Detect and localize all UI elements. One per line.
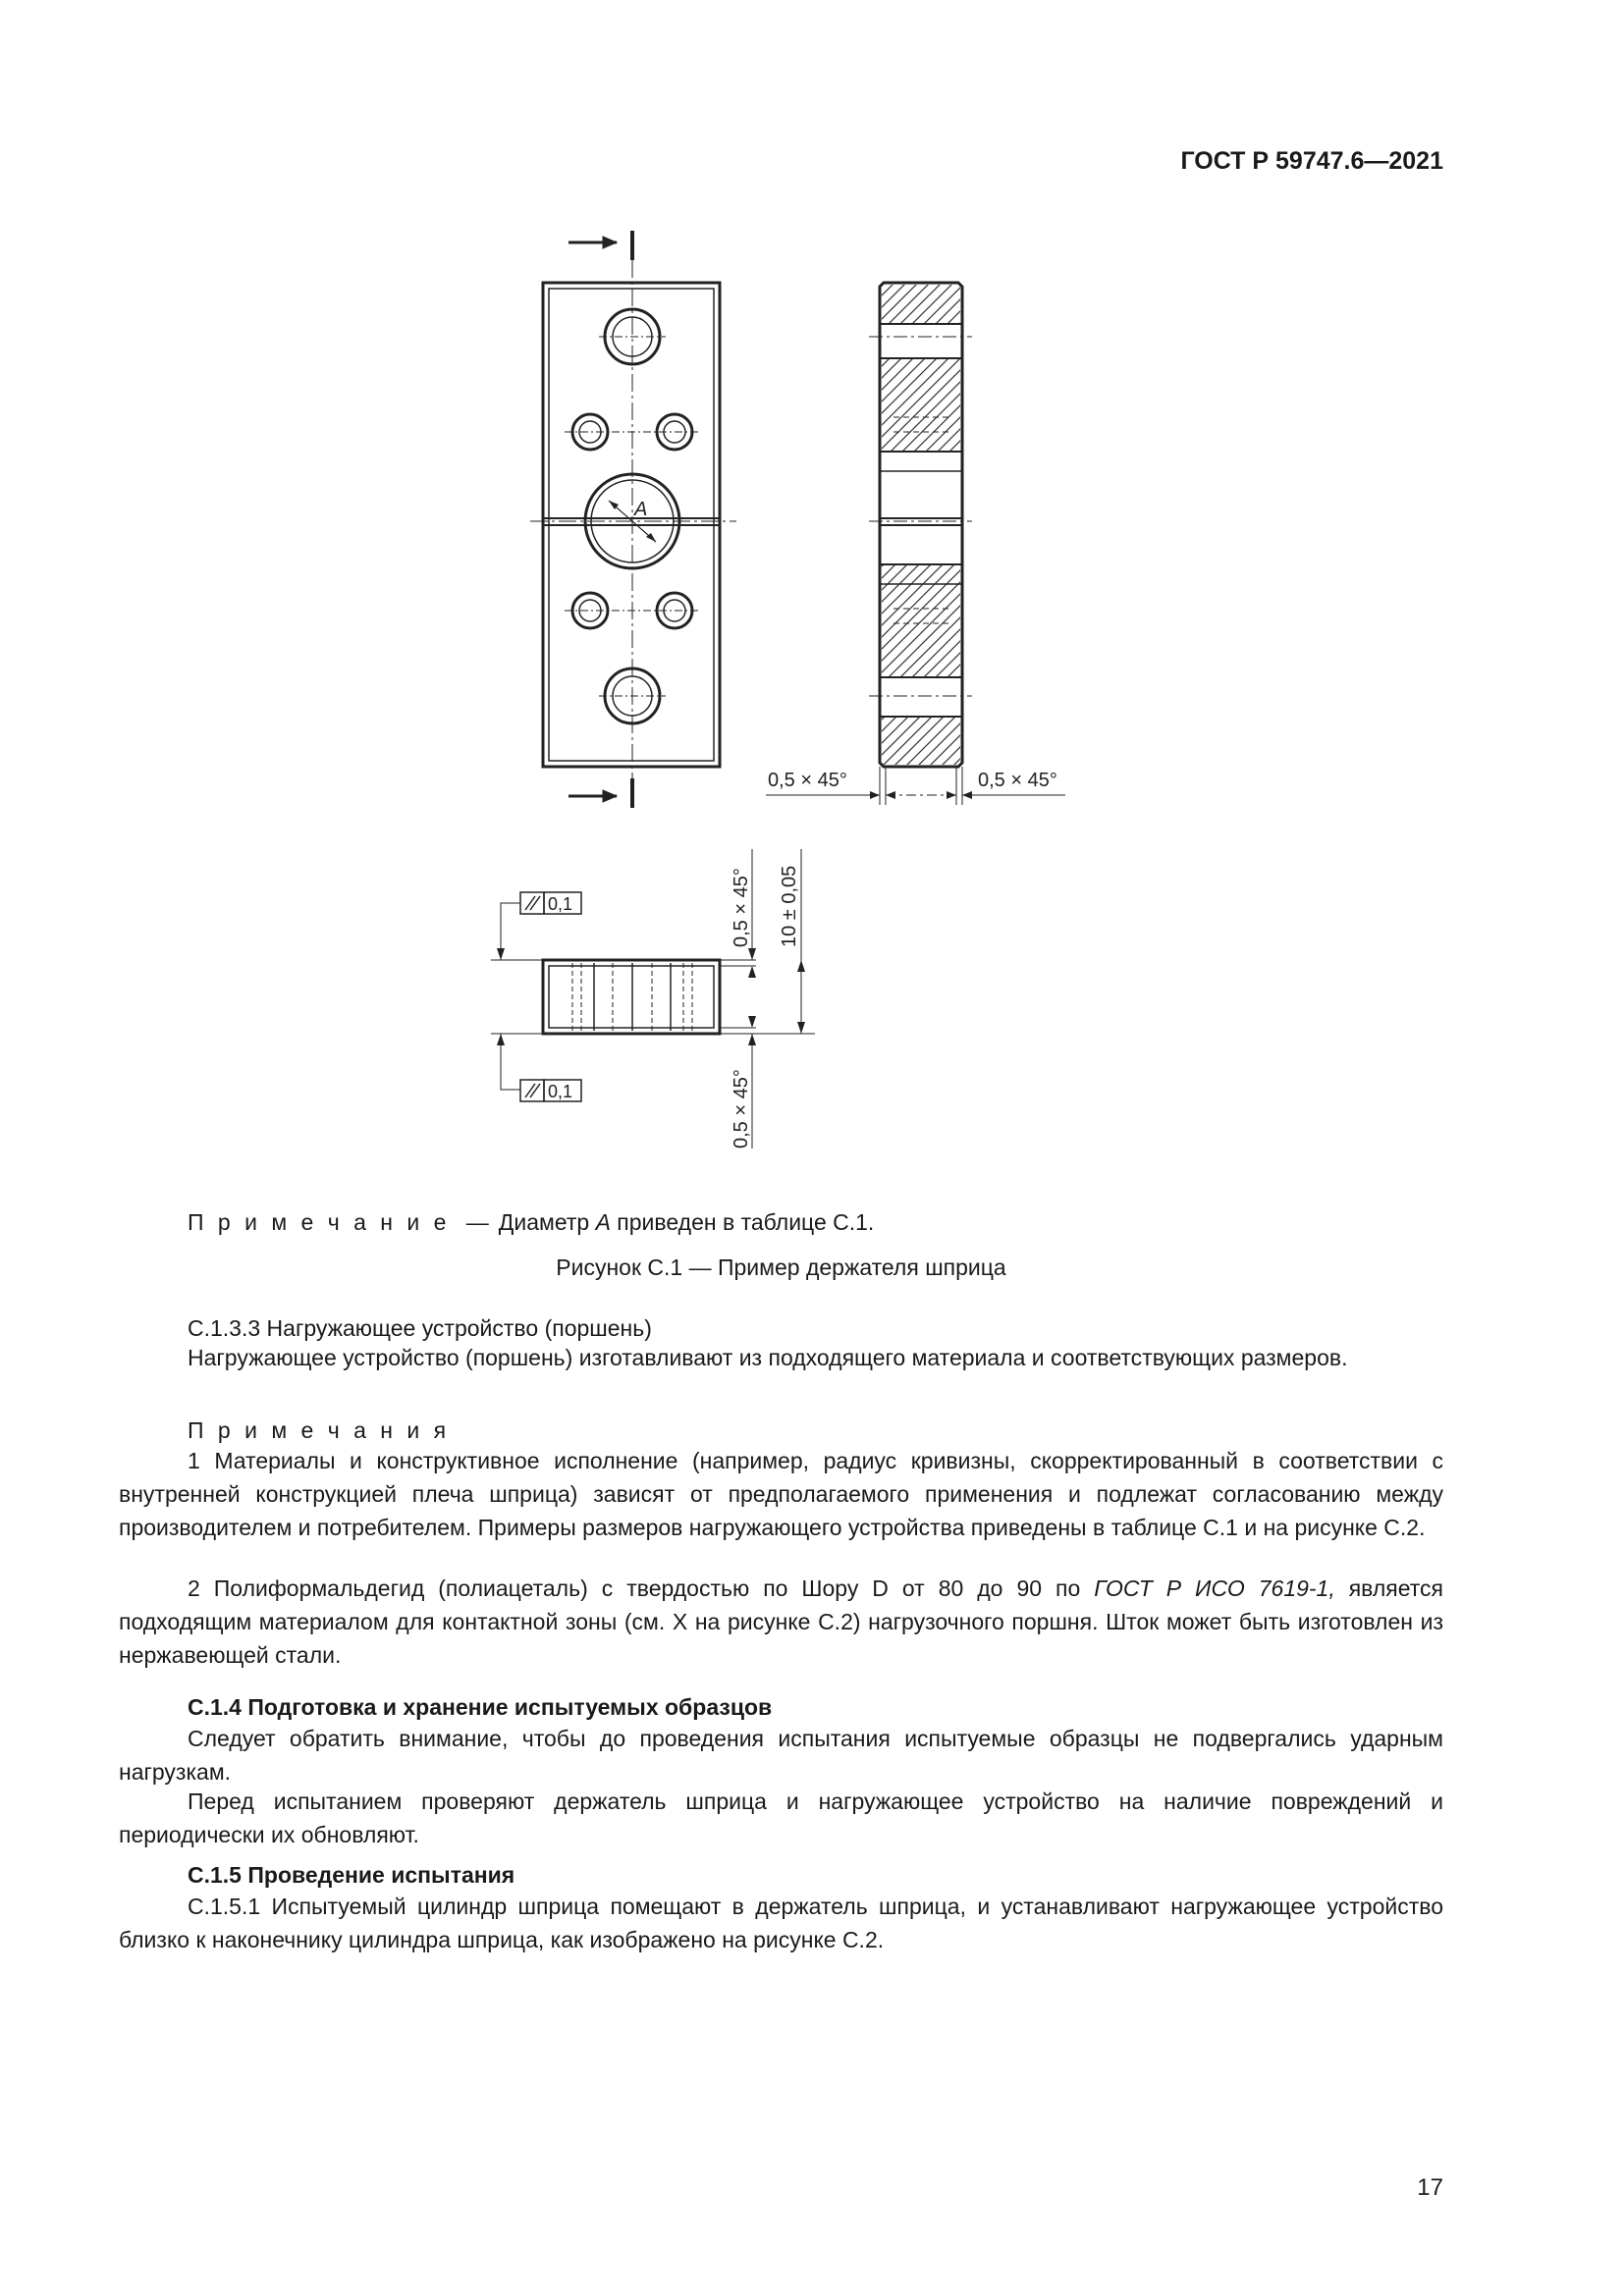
paragraph-loading-device: Нагружающее устройство (поршень) изготавливают из подходящего материала и соответствующих размеров. (188, 1345, 1348, 1370)
tolerance-top-value: 0,1 (548, 894, 573, 914)
section-heading-c15: C.1.5 Проведение испытания (188, 1862, 515, 1888)
page-number: 17 (1417, 2174, 1443, 2201)
figure-note-text-end: приведен в таблице C.1. (610, 1209, 875, 1235)
syringe-holder-drawing (461, 221, 1149, 1163)
technical-drawing (461, 221, 1149, 1163)
document-code: ГОСТ Р 59747.6—2021 (1180, 147, 1443, 175)
figure-note (188, 1205, 874, 1239)
section-view (766, 283, 1065, 805)
chamfer-right-label: 0,5 × 45° (978, 770, 1057, 791)
figure-note-dash: — (465, 1209, 489, 1235)
chamfer-top-label: 0,5 × 45° (731, 868, 752, 947)
paragraph-c14-1: Следует обратить внимание, чтобы до проведения испытания испытуемые образцы не подвергались ударным нагрузкам. (119, 1726, 1443, 1785)
edge-view (491, 849, 815, 1148)
tolerance-arrow-bottom (497, 1034, 505, 1045)
note-2-standard-ref: ГОСТ Р ИСО 7619-1, (1094, 1575, 1335, 1601)
section-heading-c14: C.1.4 Подготовка и хранение испытуемых образцов (188, 1694, 773, 1720)
diameter-label-a: A (634, 499, 648, 520)
note-2-text-end: является подходящим материалом для контактной зоны (см. X на рисунке C.2) нагрузочного поршня. Шток может быть изготовлен из нержавеющей стали. (119, 1575, 1444, 1668)
figure-note-italic: A (595, 1209, 611, 1235)
thickness-dimension-label: 10 ± 0,05 (779, 865, 800, 947)
figure-caption: Рисунок C.1 — Пример держателя шприца (556, 1255, 1006, 1280)
figure-note-label: П р и м е ч а н и е (188, 1209, 451, 1235)
chamfer-left-label: 0,5 × 45° (768, 770, 847, 791)
tolerance-arrow-top (497, 948, 505, 960)
chamfer-bottom-label: 0,5 × 45° (731, 1069, 752, 1148)
note-2-text: 2 Полиформальдегид (полиацеталь) с твердостью по Шору D от 80 до 90 по (188, 1575, 1095, 1601)
notes-label: П р и м е ч а н и я (188, 1417, 451, 1443)
note-1: 1 Материалы и конструктивное исполнение (например, радиус кривизны, скорректированный в соответствии с внутренней конструкцией плеча шприца) зависят от предполагаемого применения и подлежат согласованию между производителем и потребителем. Примеры размеров нагружающего устройства приведены в таблице C.1 и на рисунке C.2. (119, 1448, 1443, 1540)
section-heading-c133: C.1.3.3 Нагружающее устройство (поршень) (188, 1315, 652, 1341)
paragraph-c151: C.1.5.1 Испытуемый цилиндр шприца помещают в держатель шприца, и устанавливают нагружающее устройство близко к наконечнику цилиндра шприца, как изображено на рисунке C.2. (119, 1894, 1443, 1952)
note-2 (119, 1572, 1443, 1672)
front-view (530, 231, 736, 808)
figure-note-text: Диаметр (498, 1209, 596, 1235)
paragraph-c14-2: Перед испытанием проверяют держатель шприца и нагружающее устройство на наличие повреждений и периодически их обновляют. (119, 1789, 1443, 1847)
tolerance-bottom-value: 0,1 (548, 1082, 573, 1101)
